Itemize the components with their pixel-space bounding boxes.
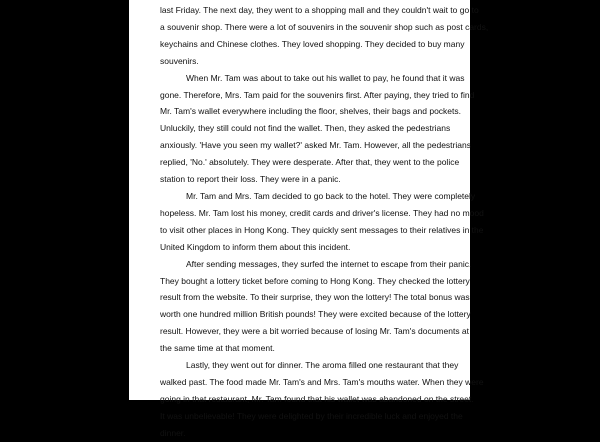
document-line: worth one hundred million British pounds! They were excited because of the lottery <box>160 309 471 320</box>
document-line: Mr. Tam's wallet everywhere including the floor, shelves, their bags and pockets. <box>160 106 462 117</box>
document-line: last Friday. The next day, they went to a shopping mall and they couldn't wait to go to <box>160 5 479 15</box>
document-line: hopeless. Mr. Tam lost his money, credit cards and driver's license. They had no mood <box>160 207 484 218</box>
document-line: souvenirs. <box>160 55 199 66</box>
document-line: dinner. <box>160 427 186 438</box>
document-line: Unluckily, they still could not find the wallet. Then, they asked the pedestrians <box>160 123 451 134</box>
document-line: It was unbelievable! They were delighted by their incredible luck and enjoyed the <box>160 410 463 421</box>
document-line: going in that restaurant, Mr. Tam found that his wallet was abandoned on the street. <box>160 393 474 404</box>
document-line: to visit other places in Hong Kong. They quickly sent messages to their relatives in the <box>160 224 484 235</box>
document-line: After sending messages, they surfed the internet to escape from their panic. <box>186 258 472 269</box>
document-page <box>129 0 489 438</box>
document-line: result from the website. To their surprise, they won the lottery! The total bonus was <box>160 292 470 303</box>
document-body <box>160 2 489 442</box>
document-line: a souvenir shop. There were a lot of souvenirs in the souvenir shop such as post cards, <box>160 21 489 32</box>
document-line: anxiously. 'Have you seen my wallet?' asked Mr. Tam. However, all the pedestrians <box>160 140 471 151</box>
document-line: They bought a lottery ticket before coming to Hong Kong. They checked the lottery <box>160 275 470 286</box>
document-line: When Mr. Tam was about to take out his wallet to pay, he found that it was <box>186 72 465 83</box>
document-line: station to report their loss. They were in a panic. <box>160 174 341 185</box>
document-line: replied, 'No.' absolutely. They were desperate. After that, they went to the police <box>160 157 460 168</box>
document-line: keychains and Chinese clothes. They loved shopping. They decided to buy many <box>160 38 465 49</box>
document-line: the same time at that moment. <box>160 343 275 354</box>
document-line: United Kingdom to inform them about this incident. <box>160 241 351 252</box>
document-line: Mr. Tam and Mrs. Tam decided to go back to the hotel. They were completely <box>186 190 476 201</box>
document-line: walked past. The food made Mr. Tam's and Mrs. Tam's mouths water. When they were <box>160 376 484 387</box>
document-line: result. However, they were a bit worried because of losing Mr. Tam's documents at <box>160 326 470 337</box>
document-line: gone. Therefore, Mrs. Tam paid for the souvenirs first. After paying, they tried to find <box>160 89 475 100</box>
document-line: Lastly, they went out for dinner. The aroma filled one restaurant that they <box>186 360 459 371</box>
